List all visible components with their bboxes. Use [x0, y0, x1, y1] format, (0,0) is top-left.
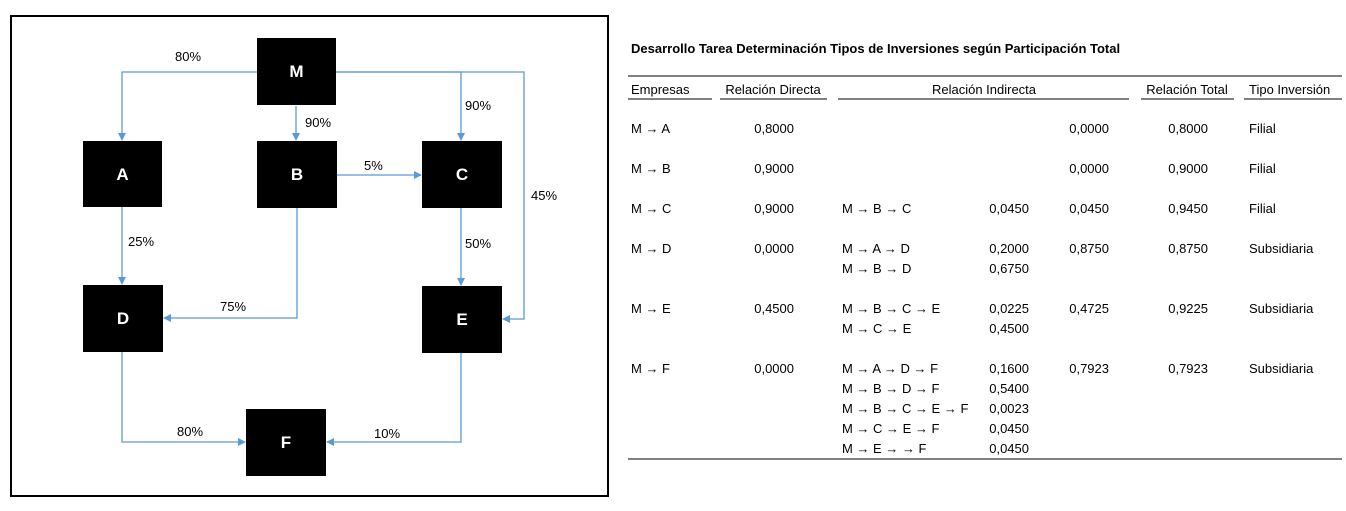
- node-a: [83, 141, 162, 207]
- edge-m-c: [336, 72, 461, 140]
- node-label-c: C: [455, 165, 469, 184]
- row-indirect-path: M → A → D → F: [842, 361, 939, 376]
- investment-table: [628, 41, 1342, 459]
- edge-label-m-e: 45%: [531, 188, 558, 203]
- row-relacion-total: 0,9225: [1168, 301, 1208, 316]
- header-empresas: Empresas: [631, 82, 690, 97]
- row-relacion-total: 0,8000: [1168, 121, 1208, 136]
- row-empresa: M → E: [631, 301, 671, 316]
- node-b: [257, 141, 337, 208]
- row-indirect-path-value: 0,0225: [989, 301, 1029, 316]
- node-f: [246, 409, 326, 476]
- header-relacion-indirecta: Relación Indirecta: [931, 82, 1037, 97]
- row-empresa: M → B: [631, 161, 671, 176]
- edge-label-b-c: 5%: [364, 158, 383, 173]
- edge-label-e-f: 10%: [374, 426, 401, 441]
- row-indirect-path: M → B → C: [842, 201, 912, 216]
- edge-m-a: [122, 72, 257, 140]
- row-empresa: M → C: [631, 201, 672, 216]
- node-c: [422, 141, 502, 208]
- row-relacion-indirecta-total: 0,0450: [1069, 201, 1109, 216]
- node-label-d: D: [116, 309, 130, 328]
- row-relacion-total: 0,7923: [1168, 361, 1208, 376]
- node-label-b: B: [290, 165, 304, 184]
- row-relacion-total: 0,8750: [1168, 241, 1208, 256]
- row-relacion-directa: 0,4500: [754, 301, 794, 316]
- edge-label-m-c: 90%: [465, 98, 492, 113]
- table-rows: [631, 121, 1314, 456]
- row-relacion-indirecta-total: 0,7923: [1069, 361, 1109, 376]
- row-relacion-total: 0,9450: [1168, 201, 1208, 216]
- row-tipo-inversion: Subsidiaria: [1249, 301, 1314, 316]
- edge-label-m-b: 90%: [305, 115, 332, 130]
- row-indirect-path-value: 0,0450: [989, 201, 1029, 216]
- row-relacion-indirecta-total: 0,0000: [1069, 121, 1109, 136]
- edge-label-m-a: 80%: [175, 49, 202, 64]
- node-d: [83, 285, 163, 352]
- row-indirect-path-value: 0,2000: [989, 241, 1029, 256]
- row-relacion-indirecta-total: 0,0000: [1069, 161, 1109, 176]
- node-label-m: M: [289, 62, 304, 81]
- row-indirect-path-value: 0,1600: [989, 361, 1029, 376]
- row-indirect-path: M → B → C → E → F: [842, 401, 969, 416]
- row-relacion-directa: 0,0000: [754, 361, 794, 376]
- edge-label-c-e: 50%: [465, 236, 492, 251]
- row-tipo-inversion: Subsidiaria: [1249, 241, 1314, 256]
- edge-label-a-d: 25%: [128, 234, 155, 249]
- header-tipo-inversion: Tipo Inversión: [1249, 82, 1331, 97]
- node-e: [422, 286, 502, 353]
- row-indirect-path: M → A → D: [842, 241, 910, 256]
- edge-label-b-d: 75%: [220, 299, 247, 314]
- row-tipo-inversion: Filial: [1249, 121, 1276, 136]
- row-indirect-path-value: 0,5400: [989, 381, 1029, 396]
- node-label-a: A: [116, 165, 129, 184]
- node-label-e: E: [456, 310, 468, 329]
- row-empresa: M → A: [631, 121, 671, 136]
- row-indirect-path: M → B → D → F: [842, 381, 940, 396]
- row-indirect-path-value: 0,0450: [989, 421, 1029, 436]
- row-tipo-inversion: Filial: [1249, 201, 1276, 216]
- row-empresa: M → D: [631, 241, 672, 256]
- row-indirect-path-value: 0,4500: [989, 321, 1029, 336]
- row-relacion-indirecta-total: 0,8750: [1069, 241, 1109, 256]
- node-m: [257, 38, 336, 105]
- row-relacion-directa: 0,0000: [754, 241, 794, 256]
- header-relacion-total: Relación Total: [1146, 82, 1228, 97]
- row-indirect-path: M → B → D: [842, 261, 912, 276]
- row-relacion-directa: 0,9000: [754, 201, 794, 216]
- row-indirect-path: M → C → E: [842, 321, 912, 336]
- edge-label-d-f: 80%: [177, 424, 204, 439]
- row-relacion-directa: 0,8000: [754, 121, 794, 136]
- row-indirect-path: M → E → → F: [842, 441, 927, 456]
- row-relacion-total: 0,9000: [1168, 161, 1208, 176]
- row-empresa: M → F: [631, 361, 670, 376]
- header-relacion-directa: Relación Directa: [725, 82, 821, 97]
- table-title: Desarrollo Tarea Determinación Tipos de Inversiones según Participación Total: [631, 41, 1121, 56]
- row-indirect-path-value: 0,0450: [989, 441, 1029, 456]
- row-relacion-indirecta-total: 0,4725: [1069, 301, 1109, 316]
- row-tipo-inversion: Filial: [1249, 161, 1276, 176]
- node-label-f: F: [280, 433, 292, 452]
- row-indirect-path-value: 0,0023: [989, 401, 1029, 416]
- row-relacion-directa: 0,9000: [754, 161, 794, 176]
- row-indirect-path: M → C → E → F: [842, 421, 940, 436]
- row-indirect-path: M → B → C → E: [842, 301, 941, 316]
- edge-labels: [128, 49, 557, 441]
- row-tipo-inversion: Subsidiaria: [1249, 361, 1314, 376]
- nodes-layer: [83, 38, 502, 476]
- row-indirect-path-value: 0,6750: [989, 261, 1029, 276]
